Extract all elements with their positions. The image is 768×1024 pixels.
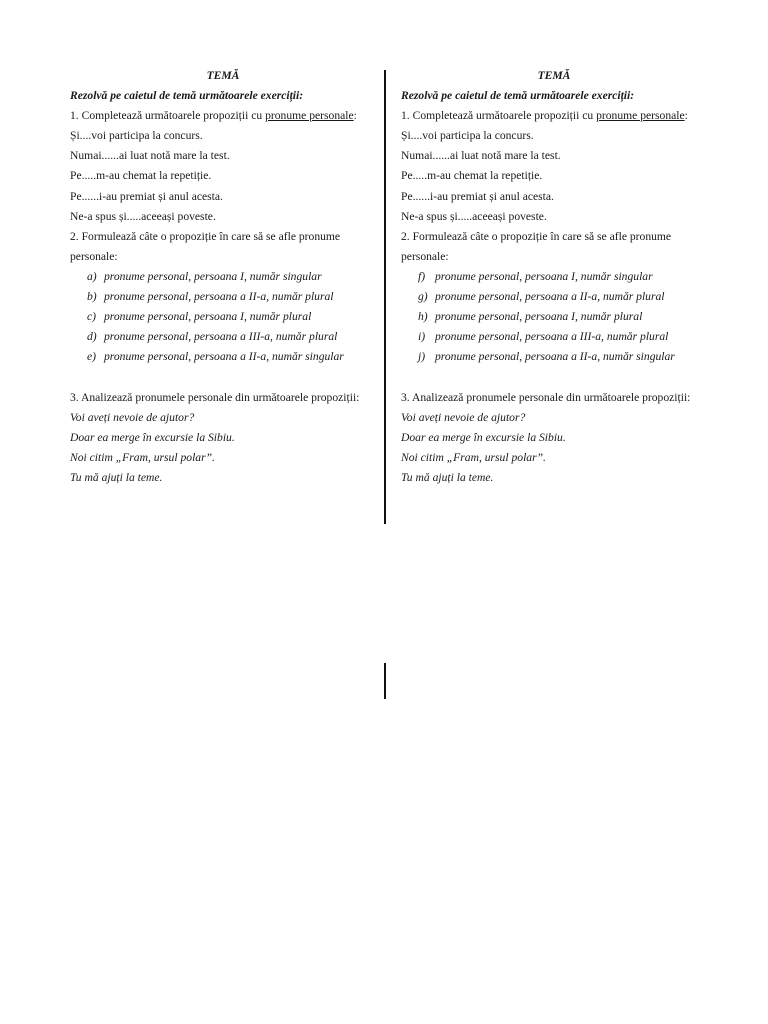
cut-line-marker xyxy=(384,663,386,699)
list-item-label: g) xyxy=(418,290,428,304)
list-item-label: e) xyxy=(87,350,97,364)
list-item xyxy=(70,327,376,347)
list-item-text: pronume personal, persoana I, număr plural xyxy=(435,310,643,324)
exercise-1-line: Pe.....m-au chemat la repetiție. xyxy=(70,169,212,183)
exercise-1-line: Ne-a spus și.....aceeași poveste. xyxy=(401,209,547,223)
exercise-3-line: Noi citim „Fram, ursul polar”. xyxy=(70,450,215,464)
exercise-1-prefix: 1. Completează următoarele propoziții cu xyxy=(401,109,597,123)
list-item-text: pronume personal, persoana I, număr plural xyxy=(104,310,312,324)
list-item-label: j) xyxy=(418,350,426,364)
exercise-3-line: Doar ea merge în excursie la Sibiu. xyxy=(70,430,235,444)
exercise-2-list xyxy=(70,267,376,367)
exercise-3-line: Voi aveți nevoie de ajutor? xyxy=(401,410,526,424)
exercise-1-suffix: : xyxy=(353,109,357,123)
exercise-2-heading: 2. Formulează câte o propoziție în care să se afle pronume xyxy=(401,229,672,243)
list-item-text: pronume personal, persoana a II-a, număr singular xyxy=(104,350,344,364)
list-item-label: f) xyxy=(418,269,426,283)
list-item-text: pronume personal, persoana I, număr singular xyxy=(435,269,653,283)
exercise-3-heading: 3. Analizează pronumele personale din următoarele propoziții: xyxy=(401,390,691,404)
exercise-1-line: Și....voi participa la concurs. xyxy=(401,129,534,143)
list-item-label: h) xyxy=(418,310,428,324)
list-item-text: pronume personal, persoana a II-a, număr plural xyxy=(104,290,334,304)
worksheet-title: TEMĂ xyxy=(537,69,571,82)
exercise-3-line: Tu mă ajuți la teme. xyxy=(70,470,163,484)
list-item-text: pronume personal, persoana I, număr singular xyxy=(104,269,322,283)
exercise-1-line: Și....voi participa la concurs. xyxy=(70,129,203,143)
list-item-label: c) xyxy=(87,310,97,324)
exercise-1-line: Ne-a spus și.....aceeași poveste. xyxy=(70,209,216,223)
list-item-label: d) xyxy=(87,330,97,344)
exercise-3-heading: 3. Analizează pronumele personale din următoarele propoziții: xyxy=(70,390,360,404)
cut-line-divider xyxy=(384,70,386,524)
list-item-text: pronume personal, persoana a II-a, număr plural xyxy=(435,290,665,304)
exercise-1-line: Pe......i-au premiat și anul acesta. xyxy=(401,189,554,203)
exercise-1-line: Numai......ai luat notă mare la test. xyxy=(401,149,561,163)
list-item-text: pronume personal, persoana a II-a, număr singular xyxy=(435,350,675,364)
list-item-text: pronume personal, persoana a III-a, număr plural xyxy=(104,330,338,344)
list-item xyxy=(70,307,376,327)
list-item xyxy=(401,287,707,307)
spacer xyxy=(70,367,376,387)
list-item xyxy=(401,347,707,367)
worksheet-title: TEMĂ xyxy=(206,69,240,82)
exercise-1-underlined: pronume personale xyxy=(265,109,354,123)
exercise-1-heading xyxy=(70,106,376,126)
list-item-label: i) xyxy=(418,330,426,344)
list-item xyxy=(70,267,376,287)
list-item-text: pronume personal, persoana a III-a, număr plural xyxy=(435,330,669,344)
exercise-3-line: Voi aveți nevoie de ajutor? xyxy=(70,410,195,424)
list-item xyxy=(401,327,707,347)
exercise-1-prefix: 1. Completează următoarele propoziții cu xyxy=(70,109,266,123)
worksheet-left xyxy=(70,66,376,488)
exercise-2-heading-cont: personale: xyxy=(70,249,118,263)
exercise-1-line: Numai......ai luat notă mare la test. xyxy=(70,149,230,163)
exercise-1-line: Pe......i-au premiat și anul acesta. xyxy=(70,189,223,203)
exercise-1-underlined: pronume personale xyxy=(596,109,685,123)
exercise-3-line: Noi citim „Fram, ursul polar”. xyxy=(401,450,546,464)
exercise-1-line: Pe.....m-au chemat la repetiție. xyxy=(401,169,543,183)
exercise-1-heading xyxy=(401,106,707,126)
list-item xyxy=(401,307,707,327)
worksheet-right xyxy=(401,66,707,488)
exercise-2-heading-cont: personale: xyxy=(401,249,449,263)
worksheet-instruction: Rezolvă pe caietul de temă următoarele exerciții: xyxy=(70,89,304,103)
list-item-label: a) xyxy=(87,269,97,283)
list-item xyxy=(70,347,376,367)
worksheet-instruction: Rezolvă pe caietul de temă următoarele exerciții: xyxy=(401,89,635,103)
exercise-2-list xyxy=(401,267,707,367)
exercise-1-suffix: : xyxy=(684,109,688,123)
exercise-2-heading: 2. Formulează câte o propoziție în care să se afle pronume xyxy=(70,229,341,243)
list-item-label: b) xyxy=(87,290,97,304)
exercise-3-line: Tu mă ajuți la teme. xyxy=(401,470,494,484)
exercise-3-line: Doar ea merge în excursie la Sibiu. xyxy=(401,430,566,444)
list-item xyxy=(70,287,376,307)
spacer xyxy=(401,367,707,387)
list-item xyxy=(401,267,707,287)
